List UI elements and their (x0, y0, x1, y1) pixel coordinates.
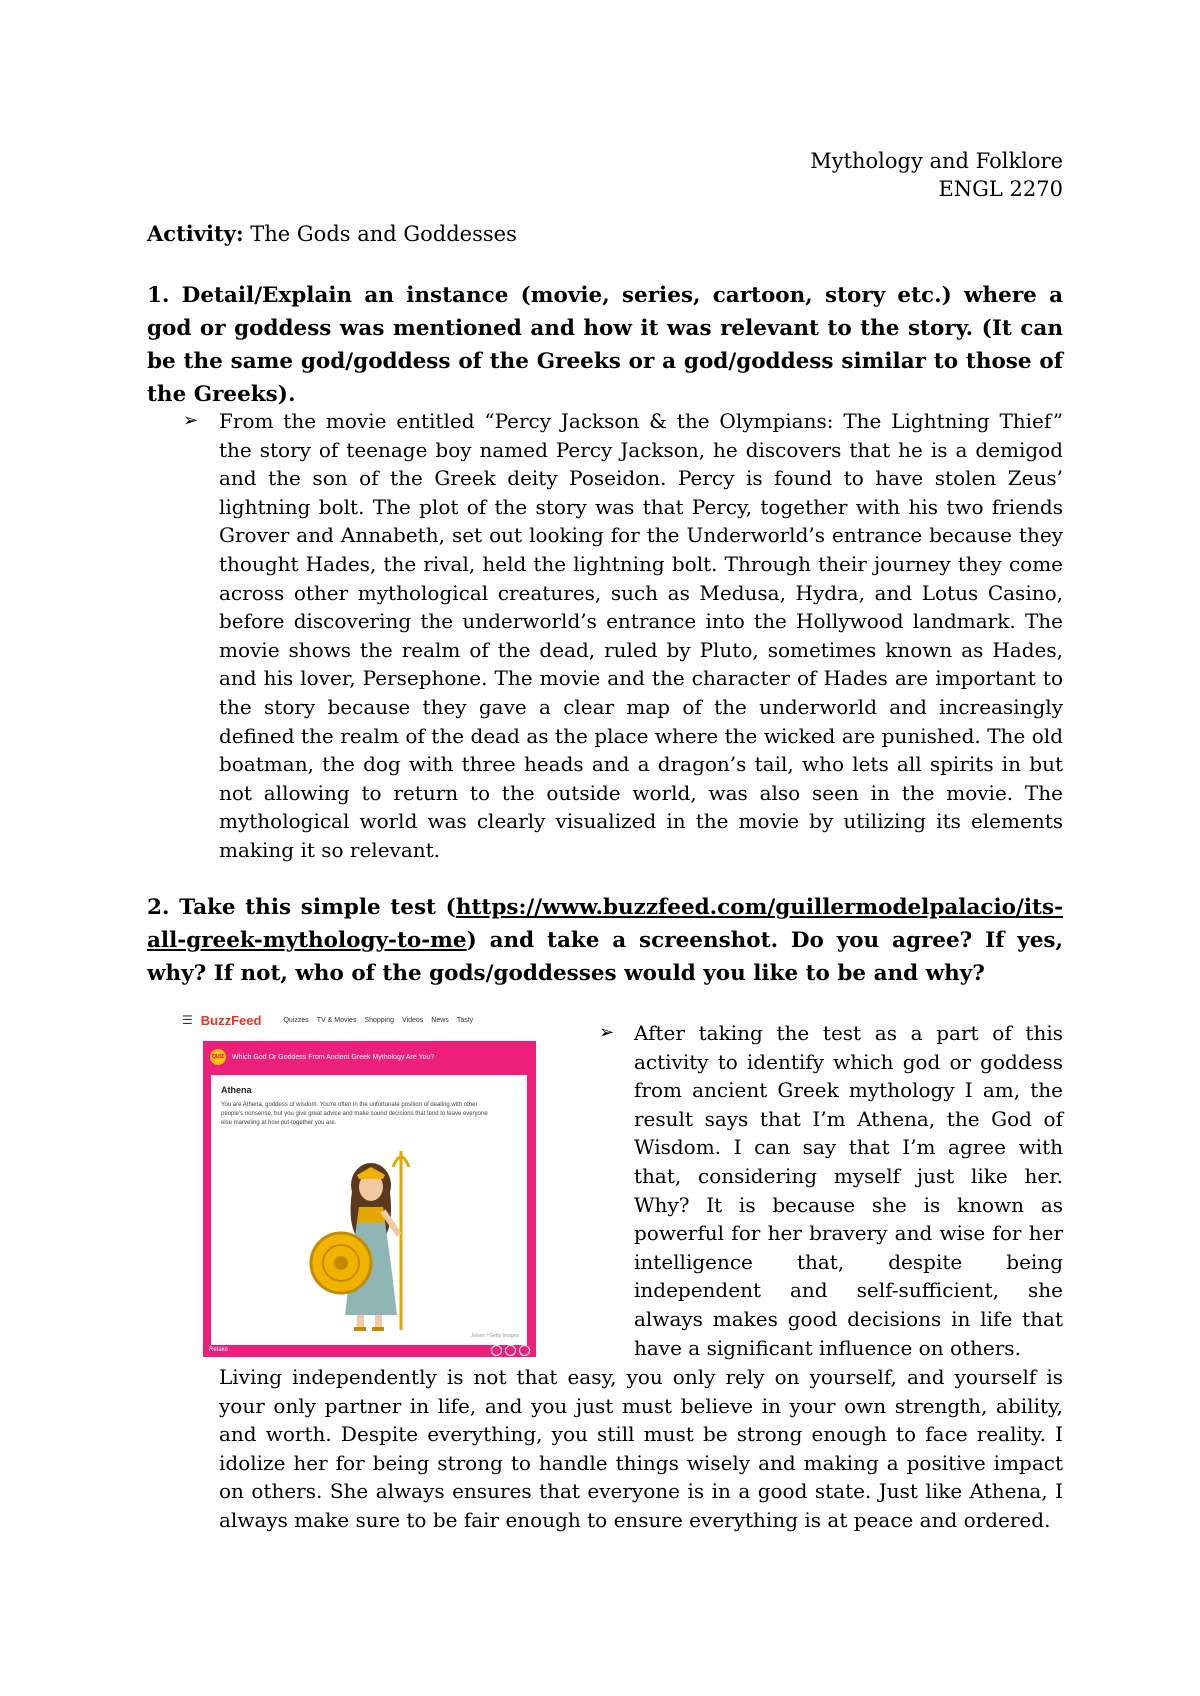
answer-1: From the movie entitled “Percy Jackson & the Olympians: The Lightning Thief” the story of teenage boy named Percy Jackson, he discovers that he is a demigod and the son of the Greek deity Poseidon. Percy is found to have stolen Zeus’ lightning bolt. The plot of the story was that Percy, together with his two friends Grover and Annabeth, set out looking for the Underworld’s entrance because they thought Hades, the rival, held the lightning bolt. Through their journey they come across other mythological creatures, such as Medusa, Hydra, and Lotus Casino, before discovering the underworld’s entrance into the Hollywood landmark. The movie shows the realm of the dead, ruled by Pluto, sometimes known as Hades, and his lover, Persephone. The movie and the character of Hades are important to the story because they gave a clear map of the underworld and increasingly defined the realm of the dead as the place where the wicked are punished. The old boatman, the dog with three heads and a dragon’s tail, who lets all spirits in but not allowing to return to the outside world, was also seen in the movie. The mythological world was clearly visualized in the movie by utilizing its elements making it so relevant. (219, 409, 1063, 862)
nav-item: Videos (402, 1016, 424, 1024)
buzzfeed-logo: BuzzFeed (200, 1012, 262, 1028)
athena-illustration (301, 1145, 441, 1335)
nav-item: Quizzes (283, 1016, 309, 1024)
buzzfeed-quiz-link[interactable]: https://www.buzzfeed.com/guillermodelpalacio/its-all-greek-mythology-to-me (147, 895, 1063, 953)
result-name: Athena (221, 1085, 252, 1095)
image-credit: Jelsen / Getty Images (470, 1333, 519, 1339)
quiz-result-screenshot (166, 1007, 544, 1351)
share-icon (519, 1345, 530, 1356)
nav-item: TV & Movies (316, 1016, 357, 1024)
question-2-prefix: 2. Take this simple test ( (147, 895, 456, 920)
answer-2-top: After taking the test as a part of this activity to identify which god or goddess from ancient Greek mythology I am, the result says that I’m Athena, the God of Wisdom. I can say that I’m agree with that, considering myself just like her. Why? It is because she is known as powerful for her bravery and wise for her intelligence that, despite being independent and self-sufficient, she always makes good decisions in life that have a significant influence on others. (634, 1021, 1063, 1360)
quiz-result-frame (203, 1041, 536, 1357)
course-name: Mythology and Folklore (810, 149, 1063, 173)
result-footer (209, 1344, 530, 1356)
nav-item: Shopping (364, 1016, 395, 1024)
retake-label: Retake (209, 1347, 229, 1353)
question-2-suffix: ) and take a screenshot. Do you agree? If yes, why? If not, who of the gods/goddesses would you like to be and why? (147, 928, 1063, 986)
result-card (211, 1075, 527, 1345)
quiz-title: Which God Or Goddess From Ancient Greek Mythology Are You? (232, 1053, 435, 1061)
buzzfeed-nav (182, 1011, 544, 1029)
question-1: 1. Detail/Explain an instance (movie, series, cartoon, story etc.) where a god or goddess was mentioned and how it was relevant to the story. (It can be the same god/goddess of the Greeks or a god/goddess similar to those of the Greeks). (147, 283, 1063, 407)
quiz-badge: QUIZ (210, 1049, 226, 1065)
course-code: ENGL 2270 (938, 177, 1063, 201)
hamburger-menu-icon: ☰ (182, 1013, 193, 1027)
share-icons (491, 1345, 530, 1356)
quiz-title-bar (210, 1047, 530, 1067)
result-description: You are Athena, goddess of wisdom. You're often in the unfortunate position of dealing with other people's nonsense, but you give great advice and make sound decisions that tend to leave everyone else marveling at how put-together you are. (221, 1102, 488, 1126)
arrow-bullet-icon: ➢ (183, 410, 199, 431)
activity-label: Activity: (147, 221, 244, 246)
share-icon (491, 1345, 502, 1356)
answer-2-bottom: Living independently is not that easy, you only rely on yourself, and yourself is your only partner in life, and you just must believe in your own strength, ability, and worth. Despite everything, you still must be strong enough to face reality. I idolize her for being strong to handle things wisely and making a positive impact on others. She always ensures that everyone is in a good state. Just like Athena, I always make sure to be fair enough to ensure everything is at peace and ordered. (219, 1365, 1063, 1532)
course-header (810, 147, 1063, 203)
share-icon (505, 1345, 516, 1356)
nav-item: Tasty (456, 1016, 474, 1024)
arrow-bullet-icon: ➢ (599, 1022, 615, 1043)
question-2 (147, 891, 1063, 990)
activity-title (147, 221, 517, 246)
nav-item: News (431, 1016, 449, 1024)
activity-name: The Gods and Goddesses (243, 222, 517, 246)
